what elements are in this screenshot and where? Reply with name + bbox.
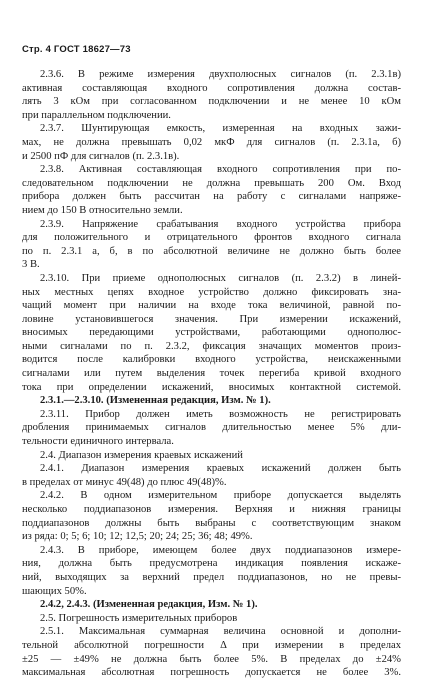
text-line: несколько поддиапазонов измерения. Верхняя и нижняя границы: [22, 504, 401, 515]
text-line: 2.4.3. В приборе, имеющем более двух поддиапазонов измере-: [40, 544, 401, 556]
text-line: ний, выходящих за верхний предел поддиапазонов, но не превы-: [22, 571, 401, 583]
text-line: нием до 150 В относительно земли.: [22, 204, 183, 216]
text-line: 2.4.1. Диапазон измерения краевых искажений должен быть: [40, 463, 401, 475]
text-line: 3 В.: [22, 259, 40, 271]
text-line: ния, должна быть предусмотрена индикация появления искаже-: [22, 558, 401, 570]
text-line: 2.5. Погрешность измерительных приборов: [40, 612, 238, 624]
text-line: вносимых передающими устройствами, работающими однополюс-: [22, 327, 401, 339]
text-line: чащий момент при наличии на входе тока величиной, равной по-: [22, 300, 401, 312]
text-line: активная составляющая входного сопротивления должна состав-: [22, 82, 401, 94]
text-line: мах, не должна превышать 0,02 мкФ для сигналов (п. 2.3.1а, б): [22, 136, 401, 148]
text-line: тельной абсолютной погрешности Δ при измерении в пределах: [22, 639, 401, 651]
text-line: поддиапазонов должны быть выбраны с соответствующим знаком: [22, 517, 401, 529]
text-line: максимальная абсолютная погрешность допускается не более 3%.: [22, 667, 401, 679]
text-line: 2.3.7. Шунтирующая емкость, измеренная на входных зажи-: [40, 123, 401, 135]
text-line: следовательном подключении не должна превышать 200 Ом. Вход: [22, 177, 401, 189]
text-line: 2.3.8. Активная составляющая входного сопротивления при по-: [40, 164, 401, 176]
text-line: 2.4.2. В одном измерительном приборе допускается выделять: [40, 490, 401, 502]
text-line: 2.3.1.—2.3.10. (Измененная редакция, Изм. № 1).: [40, 395, 271, 407]
text-line: ных местных цепях входное устройство должно фиксировать зна-: [22, 286, 401, 298]
text-line: 2.3.11. Прибор должен иметь возможность не регистрировать: [40, 408, 401, 420]
text-line: водится после калибровки входного устройства, неискаженными: [22, 354, 401, 366]
text-line: 2.4.2, 2.4.3. (Измененная редакция, Изм. № 1).: [40, 599, 258, 611]
text-line: из ряда: 0; 5; 6; 10; 12; 12,5; 20; 24; 25; 36; 48; 49%.: [22, 531, 253, 543]
text-line: ловине установившегося значения. При измерении искажений,: [22, 313, 401, 325]
text-line: по п. 2.3.1 а, б, в по абсолютной величине не должно быть более: [22, 245, 401, 257]
text-line: ±25 — ±49% не должна быть более 5%. В пределах до ±24%: [22, 653, 401, 665]
text-line: тока при определении искажений, вносимых контактной системой.: [22, 381, 401, 393]
text-line: лять 3 кОм при согласованном подключении и не менее 10 кОм: [22, 96, 401, 108]
text-line: в пределах от минус 49(48) до плюс 49(48)%.: [22, 476, 227, 488]
text-line: шающих 50%.: [22, 585, 87, 597]
text-line: для положительного и отрицательного фронтов входного сигнала: [22, 232, 401, 244]
text-line: 2.3.9. Напряжение срабатывания входного устройства прибора: [40, 218, 401, 230]
page-header: Стр. 4 ГОСТ 18627—73: [22, 44, 131, 55]
text-line: 2.3.6. В режиме измерения двухполюсных сигналов (п. 2.3.1в): [40, 69, 401, 80]
text-line: 2.5.1. Максимальная суммарная величина основной и дополни-: [40, 626, 401, 638]
document-body: [22, 68, 401, 680]
text-line: тельности единичного интервала.: [22, 436, 174, 448]
text-line: и 2500 пФ для сигналов (п. 2.3.1в).: [22, 150, 180, 162]
text-line: ными сигналами по п. 2.3.2, фиксация значащих моментов произ-: [22, 340, 401, 352]
text-line: сигналами или путем выделения точек перегиба кривой входного: [22, 368, 401, 380]
text-line: при параллельном подключении.: [22, 109, 171, 121]
text-line: дробления принимаемых сигналов длительностью менее 5% дли-: [22, 422, 401, 434]
text-line: 2.3.10. При приеме однополюсных сигналов (п. 2.3.2) в линей-: [40, 272, 401, 284]
text-line: прибора должен быть рассчитан на работу с сигналами напряже-: [22, 191, 401, 203]
text-line: 2.4. Диапазон измерения краевых искажений: [40, 449, 243, 461]
